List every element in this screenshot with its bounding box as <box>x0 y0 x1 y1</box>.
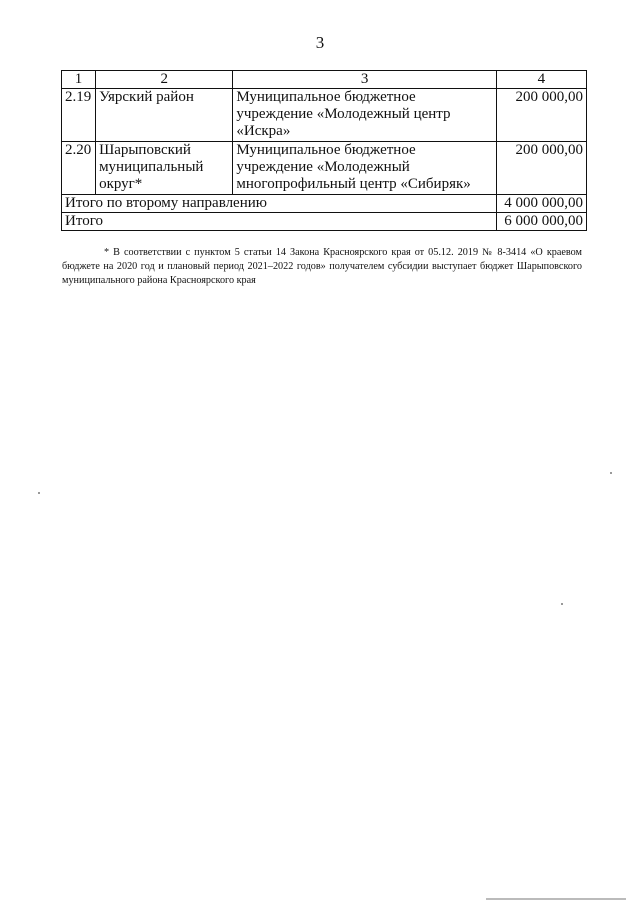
subtotal-label: Итого по второму направлению <box>62 195 497 213</box>
row-number: 2.20 <box>62 142 96 195</box>
page-number: 3 <box>315 33 325 52</box>
table-row <box>62 142 587 195</box>
territory-cell: Уярский район <box>96 89 233 142</box>
row-number: 2.19 <box>62 89 96 142</box>
footnote: * В соответствии с пунктом 5 статьи 14 Закона Красноярского края от 05.12. 2019 № 8-3414 «О краевом бюджете на 2020 год и плановый период 2021–2022 годов» получателем субсидии выступает бюджет Шарыповского муниципального района Красноярского края <box>62 247 582 286</box>
amount-cell: 200 000,00 <box>496 142 586 195</box>
column-header-4: 4 <box>496 71 586 89</box>
amount-cell: 200 000,00 <box>496 89 586 142</box>
table-row <box>62 89 587 142</box>
column-header-2: 2 <box>96 71 233 89</box>
total-amount: 6 000 000,00 <box>496 213 586 231</box>
table-header-row <box>62 71 587 89</box>
subsidy-table <box>61 70 587 231</box>
subtotal-row <box>62 195 587 213</box>
scan-artifact <box>561 603 563 605</box>
territory-cell: Шарыповский муниципальный округ* <box>96 142 233 195</box>
scan-artifact <box>610 472 612 474</box>
institution-cell: Муниципальное бюджетное учреждение «Молодежный многопрофильный центр «Сибиряк» <box>233 142 496 195</box>
column-header-3: 3 <box>233 71 496 89</box>
subtotal-amount: 4 000 000,00 <box>496 195 586 213</box>
scan-artifact <box>486 898 626 900</box>
scan-artifact <box>38 492 40 494</box>
total-label: Итого <box>62 213 497 231</box>
total-row <box>62 213 587 231</box>
institution-cell: Муниципальное бюджетное учреждение «Молодежный центр «Искра» <box>233 89 496 142</box>
column-header-1: 1 <box>62 71 96 89</box>
